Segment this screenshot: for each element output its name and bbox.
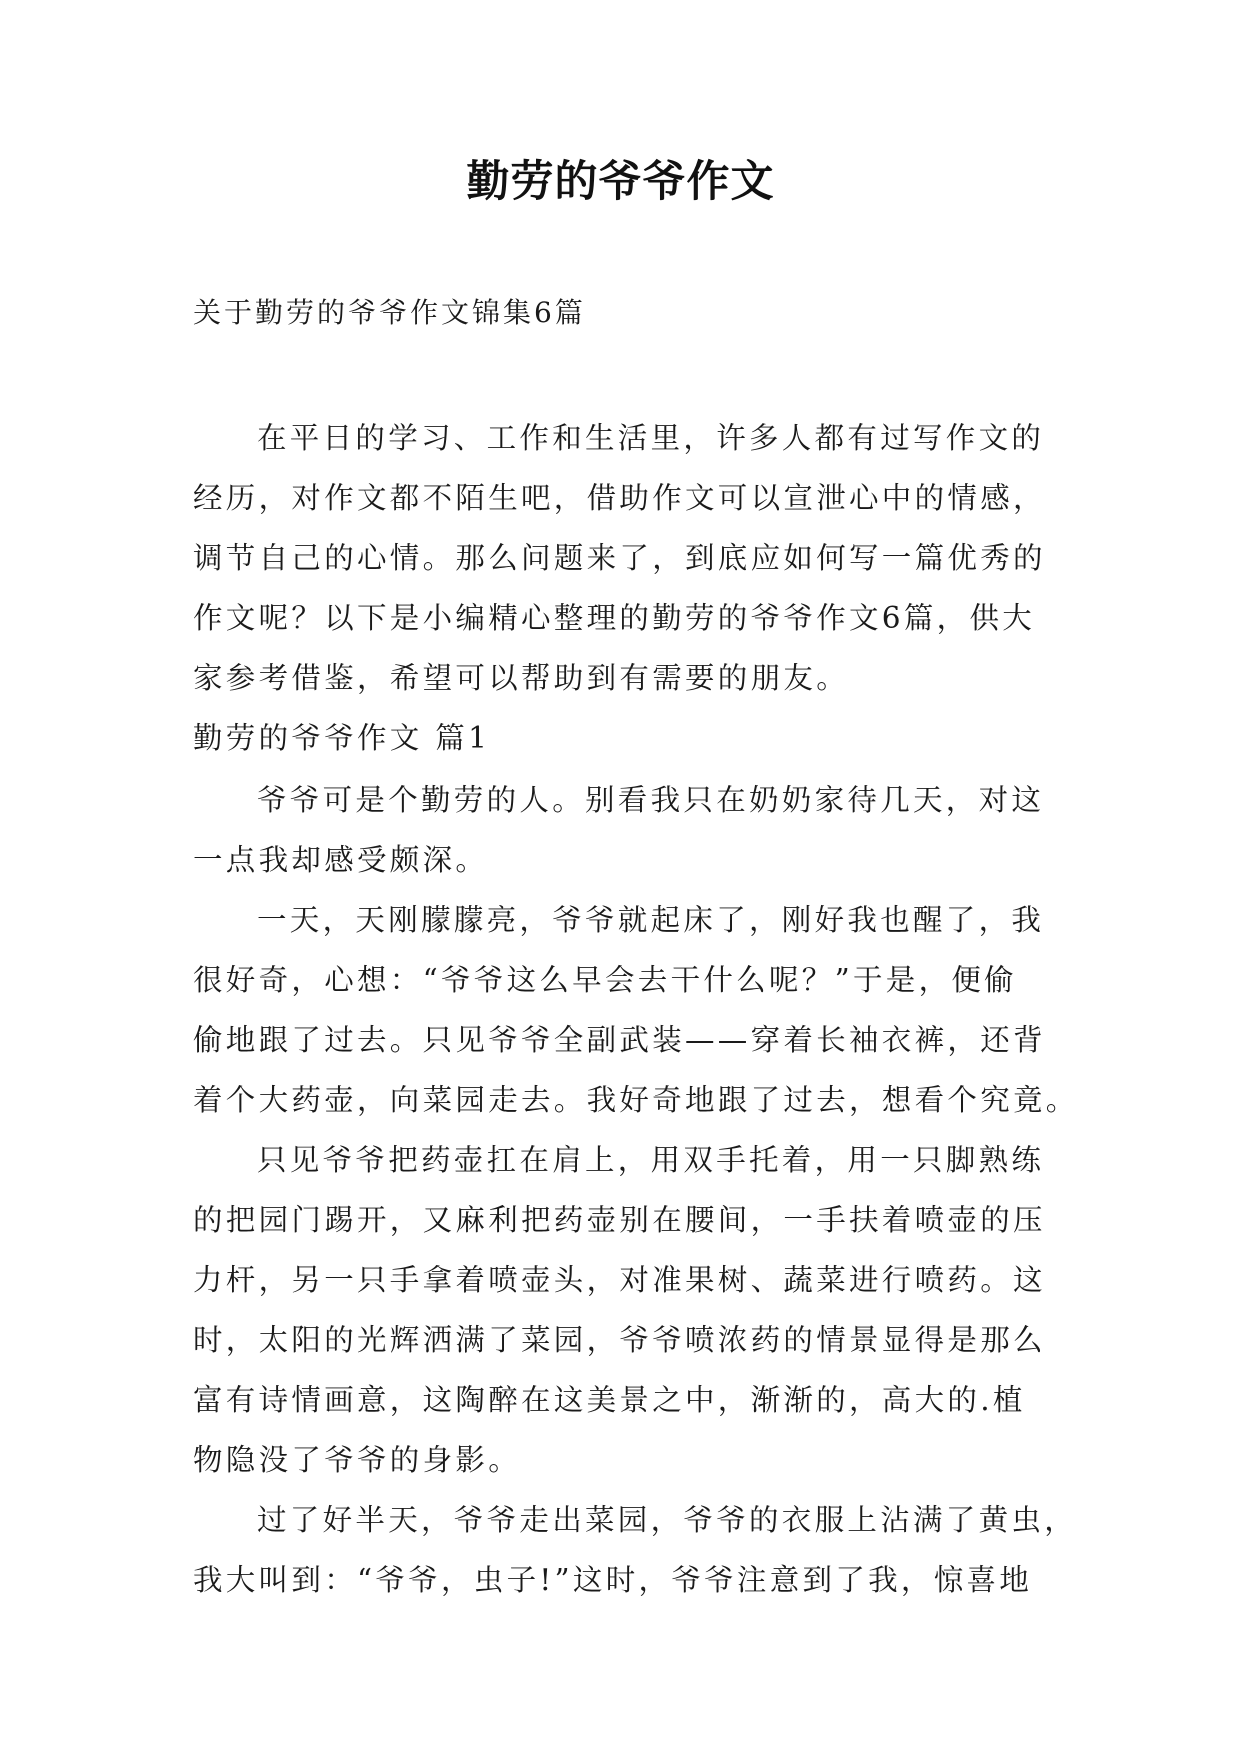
paragraph-line: 物隐没了爷爷的身影。 (193, 1443, 522, 1477)
paragraph-line: 作文呢？以下是小编精心整理的勤劳的爷爷作文6篇，供大 (193, 601, 1036, 635)
paragraph-line: 只见爷爷把药壶扛在肩上，用双手托着，用一只脚熟练 (257, 1143, 1045, 1177)
section-heading: 勤劳的爷爷作文 篇1 (193, 721, 491, 755)
paragraph-line: 很好奇，心想：“爷爷这么早会去干什么呢？”于是，便偷 (193, 963, 1017, 997)
paragraph-line: 偷地跟了过去。只见爷爷全副武装——穿着长袖衣裤，还背 (193, 1023, 1046, 1057)
paragraph-line: 经历，对作文都不陌生吧，借助作文可以宣泄心中的情感， (193, 481, 1046, 515)
paragraph-line: 一点我却感受颇深。 (193, 843, 489, 877)
document-subtitle: 关于勤劳的爷爷作文锦集6篇 (193, 296, 586, 329)
paragraph-line: 爷爷可是个勤劳的人。别看我只在奶奶家待几天，对这 (257, 783, 1045, 817)
paragraph-line: 着个大药壶，向菜园走去。我好奇地跟了过去，想看个究竟。 (193, 1083, 1079, 1117)
paragraph-line: 我大叫到：“爷爷，虫子!”这时，爷爷注意到了我，惊喜地 (193, 1563, 1033, 1597)
paragraph-line: 在平日的学习、工作和生活里，许多人都有过写作文的 (257, 421, 1045, 455)
paragraph-line: 过了好半天，爷爷走出菜园，爷爷的衣服上沾满了黄虫， (257, 1503, 1078, 1537)
document-title: 勤劳的爷爷作文 (466, 157, 775, 207)
paragraph-line: 的把园门踢开，又麻利把药壶别在腰间，一手扶着喷壶的压 (193, 1203, 1046, 1237)
paragraph-line: 富有诗情画意，这陶醉在这美景之中，渐渐的，高大的.植 (193, 1383, 1026, 1417)
paragraph-line: 一天，天刚朦朦亮，爷爷就起床了，刚好我也醒了，我 (257, 903, 1045, 937)
document-body (193, 408, 1079, 1610)
paragraph-line: 家参考借鉴，希望可以帮助到有需要的朋友。 (193, 661, 850, 695)
paragraph-line: 时，太阳的光辉洒满了菜园，爷爷喷浓药的情景显得是那么 (193, 1323, 1046, 1357)
paragraph-line: 力杆，另一只手拿着喷壶头，对准果树、蔬菜进行喷药。这 (193, 1263, 1046, 1297)
paragraph-line: 调节自己的心情。那么问题来了，到底应如何写一篇优秀的 (193, 541, 1046, 575)
